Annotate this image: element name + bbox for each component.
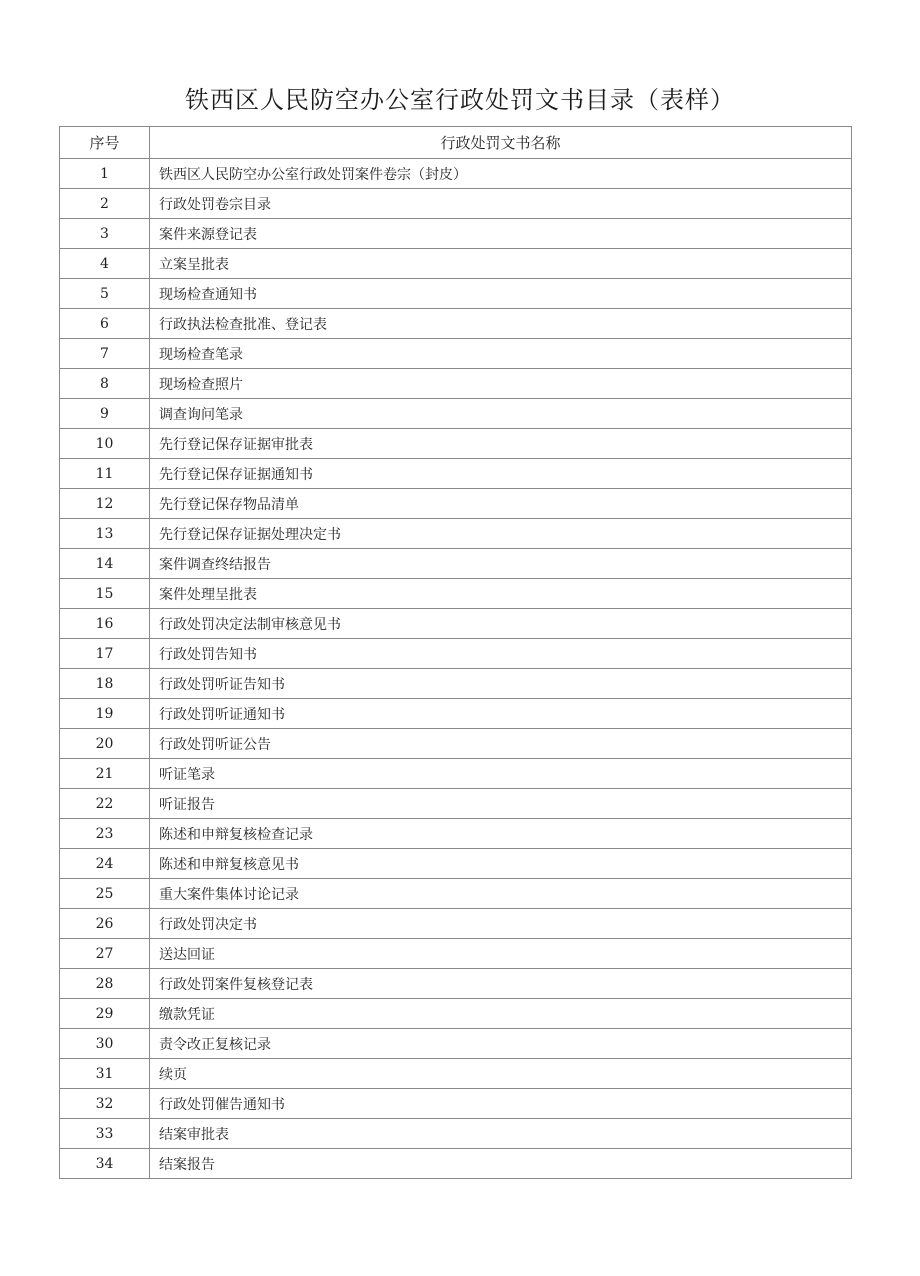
table-row	[60, 999, 852, 1029]
row-document-name: 案件处理呈批表	[150, 579, 852, 609]
header-document-name: 行政处罚文书名称	[150, 127, 852, 159]
table-row	[60, 429, 852, 459]
row-document-name: 缴款凭证	[150, 999, 852, 1029]
table-row	[60, 549, 852, 579]
row-document-name: 结案审批表	[150, 1119, 852, 1149]
row-document-name: 行政处罚决定书	[150, 909, 852, 939]
header-number: 序号	[60, 127, 150, 159]
table-row	[60, 249, 852, 279]
table-header-row	[60, 127, 852, 159]
row-number: 5	[60, 279, 150, 309]
row-document-name: 先行登记保存物品清单	[150, 489, 852, 519]
row-number: 31	[60, 1059, 150, 1089]
table-row	[60, 459, 852, 489]
row-number: 17	[60, 639, 150, 669]
row-document-name: 先行登记保存证据处理决定书	[150, 519, 852, 549]
table-row	[60, 489, 852, 519]
table-row	[60, 1089, 852, 1119]
table-row	[60, 819, 852, 849]
table-row	[60, 699, 852, 729]
row-number: 25	[60, 879, 150, 909]
row-document-name: 陈述和申辩复核意见书	[150, 849, 852, 879]
row-document-name: 行政处罚案件复核登记表	[150, 969, 852, 999]
table-row	[60, 189, 852, 219]
row-number: 15	[60, 579, 150, 609]
row-number: 18	[60, 669, 150, 699]
row-document-name: 结案报告	[150, 1149, 852, 1179]
table-row	[60, 369, 852, 399]
row-document-name: 行政处罚告知书	[150, 639, 852, 669]
table-row	[60, 879, 852, 909]
row-number: 26	[60, 909, 150, 939]
row-document-name: 重大案件集体讨论记录	[150, 879, 852, 909]
row-document-name: 行政执法检查批准、登记表	[150, 309, 852, 339]
row-number: 27	[60, 939, 150, 969]
row-number: 28	[60, 969, 150, 999]
row-number: 29	[60, 999, 150, 1029]
table-row	[60, 159, 852, 189]
row-document-name: 铁西区人民防空办公室行政处罚案件卷宗（封皮）	[150, 159, 852, 189]
row-document-name: 行政处罚催告通知书	[150, 1089, 852, 1119]
table-row	[60, 219, 852, 249]
row-document-name: 送达回证	[150, 939, 852, 969]
table-row	[60, 309, 852, 339]
table-row	[60, 519, 852, 549]
row-number: 34	[60, 1149, 150, 1179]
table-row	[60, 789, 852, 819]
row-document-name: 续页	[150, 1059, 852, 1089]
row-number: 19	[60, 699, 150, 729]
table-row	[60, 1029, 852, 1059]
row-number: 7	[60, 339, 150, 369]
table-body	[60, 159, 852, 1179]
table-row	[60, 609, 852, 639]
row-number: 30	[60, 1029, 150, 1059]
table-row	[60, 849, 852, 879]
row-number: 20	[60, 729, 150, 759]
row-document-name: 现场检查通知书	[150, 279, 852, 309]
row-number: 16	[60, 609, 150, 639]
table-row	[60, 939, 852, 969]
row-document-name: 案件来源登记表	[150, 219, 852, 249]
row-document-name: 现场检查照片	[150, 369, 852, 399]
table-row	[60, 1149, 852, 1179]
row-number: 6	[60, 309, 150, 339]
row-number: 2	[60, 189, 150, 219]
row-document-name: 行政处罚听证告知书	[150, 669, 852, 699]
row-document-name: 案件调查终结报告	[150, 549, 852, 579]
row-number: 1	[60, 159, 150, 189]
row-document-name: 听证笔录	[150, 759, 852, 789]
table-row	[60, 279, 852, 309]
table-row	[60, 909, 852, 939]
row-number: 4	[60, 249, 150, 279]
row-document-name: 现场检查笔录	[150, 339, 852, 369]
row-document-name: 立案呈批表	[150, 249, 852, 279]
table-row	[60, 759, 852, 789]
table-row	[60, 1119, 852, 1149]
row-document-name: 行政处罚听证公告	[150, 729, 852, 759]
table-row	[60, 339, 852, 369]
row-document-name: 先行登记保存证据审批表	[150, 429, 852, 459]
row-number: 14	[60, 549, 150, 579]
row-document-name: 行政处罚卷宗目录	[150, 189, 852, 219]
row-number: 10	[60, 429, 150, 459]
row-number: 23	[60, 819, 150, 849]
row-document-name: 调查询问笔录	[150, 399, 852, 429]
row-number: 33	[60, 1119, 150, 1149]
row-number: 8	[60, 369, 150, 399]
row-number: 24	[60, 849, 150, 879]
table-row	[60, 639, 852, 669]
row-number: 3	[60, 219, 150, 249]
row-number: 9	[60, 399, 150, 429]
document-list-table	[59, 126, 852, 1179]
row-number: 22	[60, 789, 150, 819]
row-number: 21	[60, 759, 150, 789]
row-number: 32	[60, 1089, 150, 1119]
table-row	[60, 579, 852, 609]
row-document-name: 陈述和申辩复核检查记录	[150, 819, 852, 849]
table-row	[60, 729, 852, 759]
page-title: 铁西区人民防空办公室行政处罚文书目录（表样）	[185, 86, 735, 114]
row-document-name: 听证报告	[150, 789, 852, 819]
table-row	[60, 1059, 852, 1089]
table-row	[60, 399, 852, 429]
row-number: 11	[60, 459, 150, 489]
table-row	[60, 969, 852, 999]
row-document-name: 行政处罚听证通知书	[150, 699, 852, 729]
row-number: 12	[60, 489, 150, 519]
row-document-name: 行政处罚决定法制审核意见书	[150, 609, 852, 639]
table-row	[60, 669, 852, 699]
row-document-name: 先行登记保存证据通知书	[150, 459, 852, 489]
row-number: 13	[60, 519, 150, 549]
row-document-name: 责令改正复核记录	[150, 1029, 852, 1059]
